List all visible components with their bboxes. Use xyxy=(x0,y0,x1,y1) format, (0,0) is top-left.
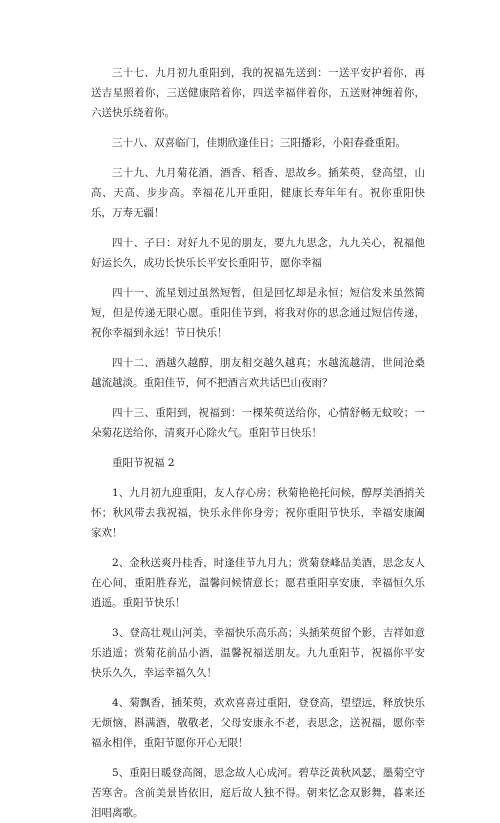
paragraph-43: 四十三、重阳到，祝福到：一棵茱萸送给你，心情舒畅无蚊咬；一朵菊花送给你，清爽开心除火气。重阳节日快乐！ xyxy=(91,407,425,439)
blessing-item-2: 2、金秋送爽丹桂香，时逢佳节九月九；赏菊登峰品美酒，思念友人在心间，重阳胜春光，温馨问候情意长；愿君重阳享安康，幸福恒久乐逍遥。重阳节快乐！ xyxy=(91,557,425,609)
paragraph-38: 三十八、双喜临门，佳期欣逢佳日；三阳播彩，小阳春叠重阳。 xyxy=(112,137,406,149)
blessing-item-3: 3、登高壮观山河美，幸福快乐高乐高；头插茱萸留个影，吉祥如意乐逍遥；赏菊花前品小酒，温馨祝福送朋友。九九重阳节，祝福你平安快乐久久，幸运幸福久久！ xyxy=(91,627,425,679)
paragraph-37: 三十七、九月初九重阳到，我的祝福先送到：一送平安护着你，再送吉星照着你，三送健康陪着你，四送幸福伴着你，五送财神缠着你，六送快乐绕着你。 xyxy=(91,67,425,119)
paragraph-42: 四十二、酒越久越醇，朋友相交越久越真；水越流越清，世间沧桑越流越淡。重阳佳节，何不把酒言欢共话巴山夜雨？ xyxy=(91,357,425,389)
section-title: 重阳节祝福 2 xyxy=(112,457,175,469)
paragraph-39: 三十九、九月菊花酒，酒香、稻香、思故乡。插茱萸，登高望，山高、天高、步步高。幸福花儿开重阳，健康长寿年年有。祝你重阳快乐，万寿无疆！ xyxy=(91,167,425,219)
blessing-item-5: 5、重阳日暖登高阁，思念故人心成河。碧草泛黄秋风瑟，墨菊空守苦寒舍。含前美景皆依旧，庭后故人独不得。朝来忆念双影舞，暮来还泪唱离歌。 xyxy=(91,767,425,819)
blessing-item-4: 4、菊飘香，插茱萸，欢欢喜喜过重阳，登登高，望望远，释放快乐无烦恼，斟满酒，敬敬老，父母安康永不老，表思念，送祝福，愿你幸福永相伴，重阳节愿你开心无限！ xyxy=(91,697,425,749)
blessing-item-1: 1、九月初九迎重阳，友人存心房；秋菊艳艳托问候，醇厚美酒捎关怀；秋风带去我祝福，快乐永伴你身旁；祝你重阳节快乐，幸福安康阖家欢！ xyxy=(91,487,425,539)
paragraph-41: 四十一、流星划过虽然短暂，但是回忆却是永恒；短信发来虽然简短，但是传递无限心愿。重阳佳节到，将我对你的思念通过短信传递，祝你幸福到永远！节日快乐！ xyxy=(91,287,425,339)
paragraph-40: 四十、子曰：对好九不见的朋友，要九九思念，九九关心，祝福他好运长久，成功长快乐长平安长重阳节，愿你幸福 xyxy=(91,237,425,269)
